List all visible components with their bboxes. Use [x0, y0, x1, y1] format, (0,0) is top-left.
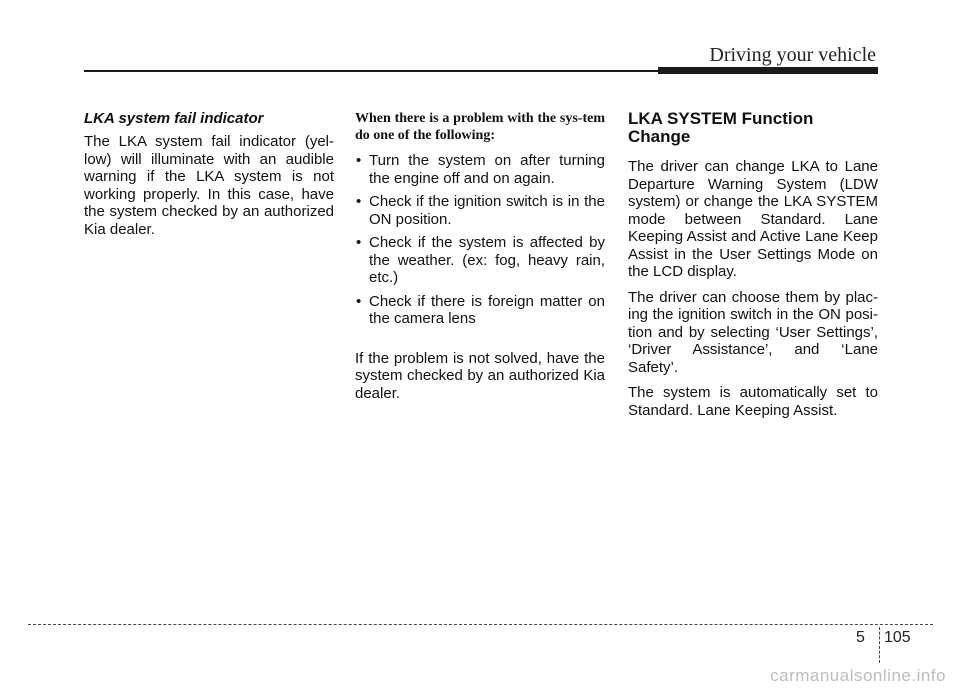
body-paragraph: The system is automatically set to Standard. Lane Keeping Assist.: [628, 384, 878, 419]
column-middle: [355, 110, 605, 410]
section-subheading: LKA system fail indicator: [84, 110, 264, 127]
bullet-list: [355, 152, 605, 328]
body-paragraph: If the problem is not solved, have the system checked by an authorized Kia dealer.: [355, 349, 605, 402]
list-item: • Check if the ignition switch is in the ON position.: [355, 193, 605, 228]
footer-rule: [28, 624, 933, 625]
page-header-title: Driving your vehicle: [709, 44, 876, 66]
watermark: carmanualsonline.info: [770, 666, 946, 685]
footer-separator: [879, 627, 880, 663]
list-item: • Turn the system on after turning the engine off and on again.: [355, 152, 605, 187]
chapter-number: 5: [856, 629, 865, 646]
header-rule-thick: [658, 67, 878, 74]
column-right: [628, 110, 878, 427]
list-item: • Check if the system is affected by the weather. (ex: fog, heavy rain, etc.): [355, 234, 605, 287]
list-item: • Check if there is foreign matter on the camera lens: [355, 293, 605, 328]
column-left: [84, 110, 334, 246]
body-paragraph: The LKA system fail indicator (yel-low) will illuminate with an audible warning if the LKA system is not working properly. In this case, have the system checked by an authorized Kia dealer.: [84, 133, 334, 238]
header-rule: [84, 70, 664, 72]
page-number: 105: [884, 629, 911, 646]
body-paragraph: The driver can change LKA to Lane Departure Warning System (LDW system) or change the LKA SYSTEM mode between Standard. Lane Keeping Assist and Active Lane Keep Assist in the User Settings Mode on the LCD display.: [628, 158, 878, 280]
section-heading: LKA SYSTEM Function Change: [628, 109, 814, 146]
problem-heading: When there is a problem with the sys-tem do one of the following:: [355, 111, 605, 143]
body-paragraph: The driver can choose them by plac-ing the ignition switch in the ON posi-tion and by selecting ‘User Settings’, ‘Driver Assistance’, and ‘Lane Safety’.: [628, 288, 878, 376]
